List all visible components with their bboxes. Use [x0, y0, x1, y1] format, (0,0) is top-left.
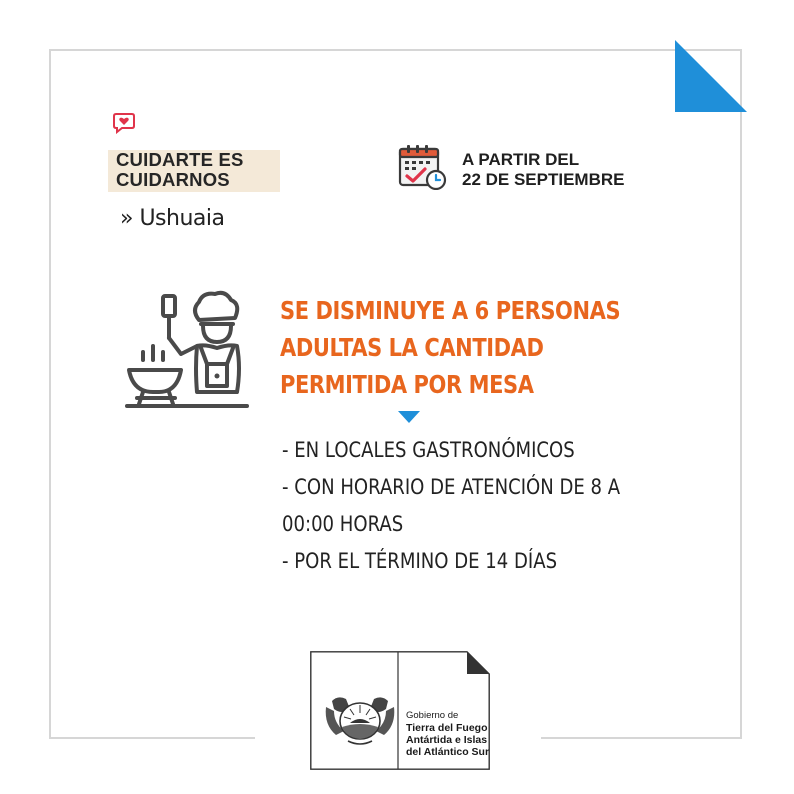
details-item-1: - EN LOCALES GASTRONÓMICOS [282, 438, 575, 462]
chef-cooking-icon [125, 288, 250, 410]
headline-line-2: ADULTAS LA CANTIDAD [280, 333, 544, 362]
details-item-4: - POR EL TÉRMINO DE 14 DÍAS [282, 549, 558, 573]
date-text [462, 150, 625, 190]
date-line-2: 22 DE SEPTIEMBRE [462, 170, 625, 189]
corner-triangle-icon [675, 40, 747, 112]
brand-box [108, 150, 280, 192]
headline [280, 292, 621, 403]
logo-line-3: Antártida e Islas [406, 734, 488, 746]
brand-line-2: CUIDARNOS [116, 169, 230, 190]
logo-line-1: Gobierno de [406, 710, 459, 721]
logo-text [406, 710, 489, 758]
brand-line-1: CUIDARTE ES [116, 149, 244, 170]
details-list [282, 432, 620, 580]
details-item-3: 00:00 HORAS [282, 512, 404, 536]
calendar-check-clock-icon [398, 144, 448, 190]
logo-line-4: del Atlántico Sur [406, 746, 490, 758]
details-item-2: - CON HORARIO DE ATENCIÓN DE 8 A [282, 475, 621, 499]
headline-line-1: SE DISMINUYE A 6 PERSONAS [280, 296, 621, 325]
triangle-down-icon [398, 411, 420, 423]
logo-line-2: Tierra del Fuego [406, 722, 488, 734]
date-line-1: A PARTIR DEL [462, 150, 580, 169]
location-label: » Ushuaia [120, 206, 225, 231]
heart-chat-icon [113, 112, 135, 134]
headline-line-3: PERMITIDA POR MESA [280, 370, 534, 399]
